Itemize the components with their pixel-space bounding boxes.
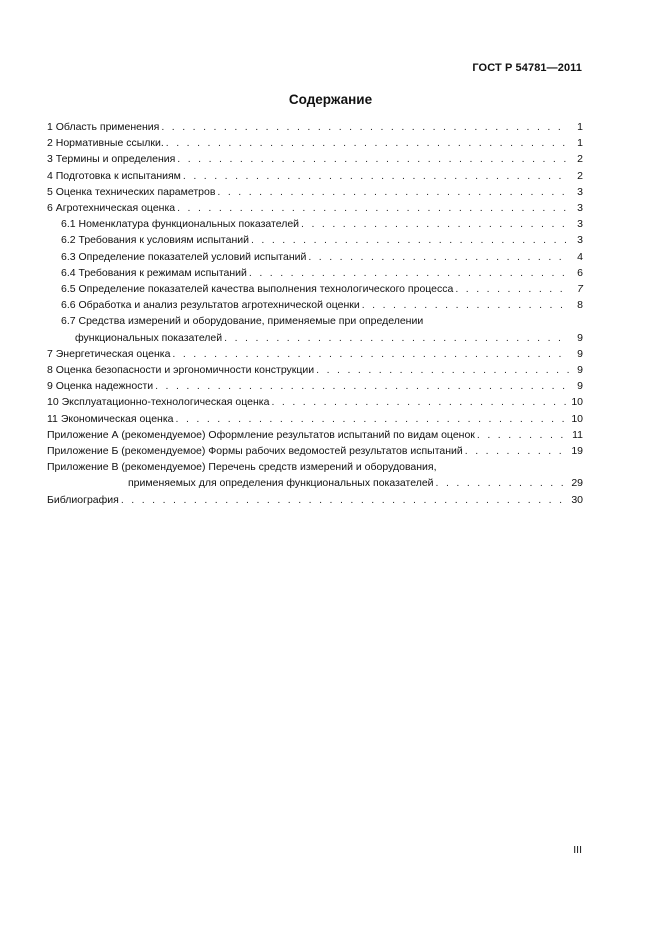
toc-entry-page: 8 [577, 299, 583, 312]
toc-leader-dots [177, 200, 569, 216]
toc-entry-10[interactable] [47, 394, 583, 410]
toc-entry-2[interactable] [47, 135, 583, 151]
toc-leader-dots [166, 135, 569, 151]
toc-entry-text: 3 Термины и определения [47, 153, 176, 166]
toc-leader-dots [362, 297, 569, 313]
toc-entry-bibliography[interactable] [47, 492, 583, 508]
toc-leader-dots [301, 216, 569, 232]
toc-entry-page: 4 [577, 250, 583, 263]
toc-entry-text: Приложение А (рекомендуемое) Оформление результатов испытаний по видам оценок [47, 428, 475, 441]
toc-entry-text: 6.3 Определение показателей условий испытаний [61, 250, 307, 263]
toc-entry-page: 9 [577, 347, 583, 360]
toc-entry-text: 1 Область применения [47, 121, 160, 133]
toc-leader-dots [249, 265, 569, 281]
toc-entry-text: 9 Оценка надежности [47, 380, 154, 393]
toc-entry-text: 6.6 Обработка и анализ результатов агротехнической оценки [61, 299, 360, 312]
toc-entry-9[interactable] [47, 378, 583, 394]
toc-leader-dots [177, 151, 569, 167]
document-code: ГОСТ Р 54781—2011 [472, 62, 582, 74]
toc-entry-continuation [47, 330, 583, 346]
toc-entry-6-3[interactable] [47, 249, 583, 265]
toc-entry-5[interactable] [47, 184, 583, 200]
toc-leader-dots [176, 411, 569, 427]
toc-entry-page: 3 [577, 218, 583, 231]
toc-entry-text: 6 Агротехническая оценка [47, 202, 176, 215]
toc-entry-page: 7 [577, 283, 583, 296]
toc-leader-dots [161, 119, 569, 135]
toc-leader-dots [224, 330, 569, 346]
toc-entry-page: 10 [571, 412, 583, 425]
toc-entry-page: 1 [577, 121, 583, 133]
toc-leader-dots [316, 362, 569, 378]
toc-entry-text-line1: Приложение В (рекомендуемое) Перечень средств измерений и оборудования, [47, 461, 437, 474]
toc-entry-page: 19 [571, 445, 583, 458]
table-of-contents [47, 119, 583, 508]
toc-entry-text: 6.5 Определение показателей качества выполнения технологического процесса [61, 283, 454, 296]
toc-entry-1[interactable] [47, 119, 583, 135]
toc-entry-6[interactable] [47, 200, 583, 216]
toc-leader-dots [455, 281, 569, 297]
toc-entry-text: 11 Экономическая оценка [47, 412, 174, 425]
toc-entry-text: Приложение Б (рекомендуемое) Формы рабочих ведомостей результатов испытаний [47, 445, 463, 458]
toc-entry-11[interactable] [47, 411, 583, 427]
toc-entry-text: 7 Энергетическая оценка [47, 347, 171, 360]
toc-entry-page: 2 [577, 169, 583, 182]
toc-entry-text: 2 Нормативные ссылки. [47, 137, 164, 150]
toc-entry-text: Библиография [47, 493, 119, 506]
toc-entry-text: 6.2 Требования к условиям испытаний [61, 234, 249, 247]
toc-entry-page: 10 [571, 396, 583, 409]
toc-entry-appendix-v[interactable] [47, 459, 583, 491]
toc-leader-dots [155, 378, 569, 394]
toc-entry-page: 11 [572, 428, 583, 441]
page-number: III [573, 844, 582, 856]
toc-entry-page: 2 [577, 153, 583, 166]
toc-entry-text: 10 Эксплуатационно-технологическая оценка [47, 396, 270, 409]
toc-entry-text: 5 Оценка технических параметров [47, 185, 216, 198]
toc-entry-page: 3 [577, 234, 583, 247]
toc-leader-dots [436, 475, 569, 491]
toc-leader-dots [217, 184, 569, 200]
toc-entry-text-line2: применяемых для определения функциональных показателей [128, 477, 434, 490]
toc-entry-text: 4 Подготовка к испытаниям [47, 169, 181, 182]
toc-leader-dots [465, 443, 569, 459]
toc-entry-page: 6 [577, 266, 583, 279]
toc-entry-appendix-a[interactable] [47, 427, 583, 443]
toc-title: Содержание [288, 92, 373, 107]
toc-entry-6-4[interactable] [47, 265, 583, 281]
toc-entry-8[interactable] [47, 362, 583, 378]
toc-entry-page: 1 [577, 137, 583, 150]
toc-entry-page: 29 [571, 477, 583, 490]
toc-leader-dots [477, 427, 569, 443]
toc-entry-6-1[interactable] [47, 216, 583, 232]
toc-leader-dots [183, 168, 569, 184]
toc-leader-dots [121, 492, 569, 508]
toc-entry-page: 3 [577, 202, 583, 215]
toc-entry-text-line2: функциональных показателей [75, 331, 223, 344]
toc-entry-4[interactable] [47, 168, 583, 184]
toc-leader-dots [172, 346, 569, 362]
toc-entry-text: 6.4 Требования к режимам испытаний [61, 266, 247, 279]
toc-entry-text-line1: 6.7 Средства измерений и оборудование, применяемые при определении [61, 315, 424, 328]
toc-entry-3[interactable] [47, 151, 583, 167]
toc-entry-6-5[interactable] [47, 281, 583, 297]
toc-entry-page: 30 [571, 493, 583, 506]
toc-entry-6-7[interactable] [47, 313, 583, 345]
toc-entry-page: 9 [577, 380, 583, 393]
toc-entry-page: 3 [577, 185, 583, 198]
toc-entry-page: 9 [577, 364, 583, 377]
toc-entry-continuation [47, 475, 583, 491]
toc-entry-page: 9 [577, 331, 583, 344]
toc-entry-6-2[interactable] [47, 232, 583, 248]
toc-entry-7[interactable] [47, 346, 583, 362]
toc-leader-dots [251, 232, 569, 248]
toc-leader-dots [271, 394, 569, 410]
toc-entry-text: 6.1 Номенклатура функциональных показателей [61, 218, 300, 231]
toc-entry-appendix-b[interactable] [47, 443, 583, 459]
toc-entry-text: 8 Оценка безопасности и эргономичности конструкции [47, 364, 315, 377]
toc-entry-6-6[interactable] [47, 297, 583, 313]
toc-leader-dots [308, 249, 569, 265]
